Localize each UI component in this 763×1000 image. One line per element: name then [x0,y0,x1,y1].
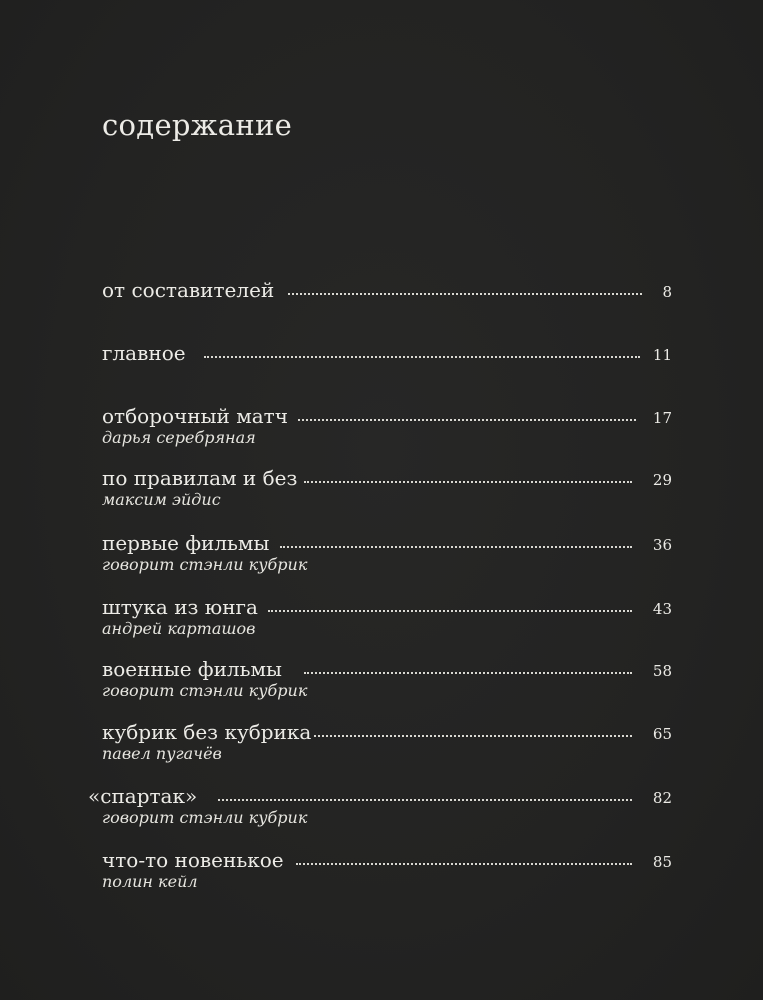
entry-page-number: 43 [652,600,672,618]
entry-page-number: 29 [652,471,672,489]
toc-entry [102,278,674,328]
entry-title: отборочный матч [102,404,288,428]
dot-leader [218,799,632,801]
dot-leader [296,863,632,865]
entry-author: павел пугачёв [102,744,222,763]
dot-leader [280,546,632,548]
dot-leader [304,672,632,674]
page-title: содержание [102,108,293,142]
dot-leader [268,610,632,612]
dot-leader [204,356,640,358]
entry-page-number: 85 [652,853,672,871]
toc-entry [102,531,674,581]
entry-author: полин кейл [102,872,198,891]
dot-leader [304,481,632,483]
entry-title: штука из юнга [102,595,258,619]
dot-leader [298,419,636,421]
entry-author: дарья серебряная [102,428,256,447]
entry-page-number: 65 [652,725,672,743]
entry-page-number: 58 [652,662,672,680]
toc-entry [102,720,674,770]
toc-entry [88,784,674,834]
toc-entry [102,848,674,898]
entry-author: максим эйдис [102,490,221,509]
entry-title: «спартак» [88,784,198,808]
entry-title: от составителей [102,278,275,302]
toc-entry [102,404,674,454]
entry-page-number: 36 [652,536,672,554]
toc-entry [102,466,674,516]
dot-leader [288,293,642,295]
entry-title: военные фильмы [102,657,282,681]
entry-title: кубрик без кубрика [102,720,312,744]
toc-entry [102,657,674,707]
entry-page-number: 17 [652,409,672,427]
entry-author: говорит стэнли кубрик [102,808,308,827]
entry-title: по правилам и без [102,466,298,490]
entry-title: главное [102,341,186,365]
dot-leader [314,735,632,737]
entry-title: что-то новенькое [102,848,284,872]
entry-page-number: 82 [652,789,672,807]
entry-author: говорит стэнли кубрик [102,555,308,574]
toc-entry [102,341,674,391]
toc-entry [102,595,674,645]
entry-page-number: 8 [662,283,672,301]
entry-page-number: 11 [652,346,672,364]
entry-author: андрей карташов [102,619,256,638]
entry-title: первые фильмы [102,531,270,555]
entry-author: говорит стэнли кубрик [102,681,308,700]
